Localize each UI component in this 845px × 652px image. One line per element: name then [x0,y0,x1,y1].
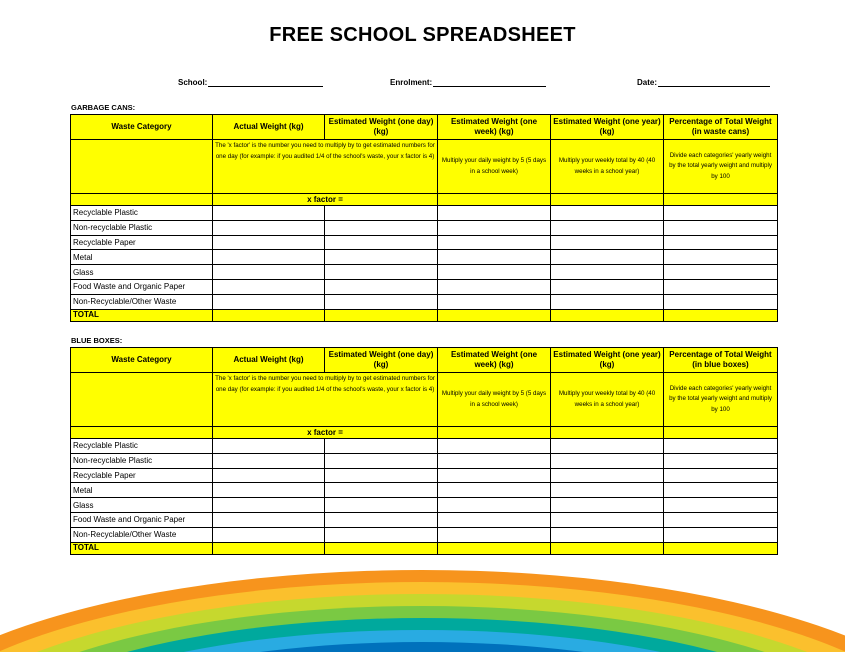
header-actual-weight: Actual Weight (kg) [213,115,325,140]
category-label: Recyclable Plastic [71,206,213,221]
desc-percent: Divide each categories' yearly weight by the total yearly weight and multiply by 100 [664,140,778,194]
date-label: Date: [637,78,658,87]
header-waste-category: Waste Category [71,348,213,373]
category-label: Non-recyclable Plastic [71,453,213,468]
x-factor-label[interactable]: x factor = [213,194,438,206]
header-percentage: Percentage of Total Weight (in blue boxes) [664,348,778,373]
enrolment-label: Enrolment: [390,78,433,87]
total-label: TOTAL [71,542,213,554]
page-title: FREE SCHOOL SPREADSHEET [269,24,576,46]
category-label: Recyclable Paper [71,235,213,250]
section-label-blue-boxes: BLUE BOXES: [71,336,123,345]
category-label: Metal [71,250,213,265]
header-est-week: Estimated Weight (one week) (kg) [438,348,551,373]
school-label: School: [178,78,208,87]
category-label: Non-Recyclable/Other Waste [71,294,213,309]
header-actual-weight: Actual Weight (kg) [213,348,325,373]
desc-year: Multiply your weekly total by 40 (40 weeks in a school year) [551,140,664,194]
header-est-week: Estimated Weight (one week) (kg) [438,115,551,140]
total-label: TOTAL [71,309,213,321]
category-label: Food Waste and Organic Paper [71,279,213,294]
section-label-garbage-cans: GARBAGE CANS: [71,103,136,112]
desc-week: Multiply your daily weight by 5 (5 days in a school week) [438,373,551,427]
x-factor-label[interactable]: x factor = [213,427,438,439]
category-label: Recyclable Plastic [71,439,213,454]
category-label: Glass [71,265,213,280]
category-label: Non-recyclable Plastic [71,220,213,235]
header-est-year: Estimated Weight (one year) (kg) [551,115,664,140]
header-est-day: Estimated Weight (one day) (kg) [325,348,438,373]
category-label: Glass [71,498,213,513]
category-label: Metal [71,483,213,498]
header-est-day: Estimated Weight (one day) (kg) [325,115,438,140]
desc-year: Multiply your weekly total by 40 (40 weeks in a school year) [551,373,664,427]
header-waste-category: Waste Category [71,115,213,140]
category-label: Recyclable Paper [71,468,213,483]
desc-week: Multiply your daily weight by 5 (5 days in a school week) [438,140,551,194]
desc-x-factor: The 'x factor' is the number you need to multiply by to get estimated numbers for one day (for example: if you audited 1/4 of the school's waste, your x factor is 4) [213,140,438,194]
category-label: Non-Recyclable/Other Waste [71,527,213,542]
header-est-year: Estimated Weight (one year) (kg) [551,348,664,373]
desc-x-factor: The 'x factor' is the number you need to multiply by to get estimated numbers for one day (for example: if you audited 1/4 of the school's waste, your x factor is 4) [213,373,438,427]
category-label: Food Waste and Organic Paper [71,512,213,527]
header-percentage: Percentage of Total Weight (in waste cans) [664,115,778,140]
desc-percent: Divide each categories' yearly weight by the total yearly weight and multiply by 100 [664,373,778,427]
